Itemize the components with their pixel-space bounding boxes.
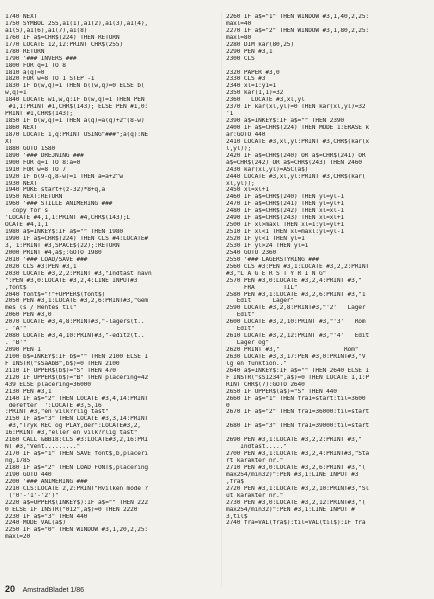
code-line: 1980 a$=INKEY$:IF a$="" THEN 1980 <box>5 229 123 236</box>
code-line: ":PEN #3,0:LOCATE #3,2,4:LINE INPUT#3 <box>5 277 138 284</box>
code-line: 2140 IF a$="2" THEN LOCATE #3,4,14:PRINT <box>5 395 149 402</box>
code-line: 1940 POKE start+(z-32)*8+q,a <box>5 187 106 194</box>
code-line: ,fra$ <box>226 478 244 485</box>
code-line: 1840 LOCATE w1,w,q:IF b(w,q)=1 THEN PEN <box>5 97 145 104</box>
code-line: Edit Lager" <box>226 298 294 305</box>
code-line <box>226 430 430 437</box>
code-line: 2500 IF xl>maxl THEN xl=1:yl=yl+1 <box>226 222 344 229</box>
code-line: l,yl)); <box>226 145 252 152</box>
code-line: lg en funktion.." <box>226 360 287 367</box>
code-line: PRINT #1,CHR$(143); <box>5 111 73 118</box>
code-line: rt karakter nr." <box>226 458 284 464</box>
code-line: 2000 PRINT #4,a$;:GOTO 1980 <box>5 249 102 256</box>
code-line: 2700 PEN #3,1:LOCATE #3,2,4:PRINT#3,"Sta <box>226 451 370 458</box>
code-line: NT #3,"Vent........." <box>5 444 81 451</box>
code-line: 1890 '### DREJNING ### <box>5 152 84 159</box>
code-line: 2020 CLS #3:PEN #3,1 <box>5 263 77 270</box>
code-line: 2570 PEN #3,0:LOCATE #3,2,4:PRINT #3," <box>226 277 362 284</box>
code-line: 1800 FOR q=1 TO 8 <box>5 62 66 69</box>
code-line: 2350 kar(1,1)=32 <box>226 90 284 97</box>
code-line: 3, 1:PRINT #3,SPACE$(22);:RETURN <box>5 242 120 249</box>
code-line: 1760 IF a$=CHR$(224) THEN RETURN <box>5 34 120 41</box>
code-line: derefter ':LOCATE #3,5,16 <box>5 402 102 409</box>
code-line: 2430 kar(xl,yl)=ASC(a$) <box>226 166 309 173</box>
page-footer <box>5 584 84 594</box>
code-line: 2300 CLS <box>226 55 255 62</box>
code-line: ar:GOTO 440 <box>226 131 266 138</box>
code-line: ut karakter nr." <box>226 492 284 499</box>
code-line: 1740 NEXT <box>5 14 38 20</box>
code-line: 2680 IF a$="3" THEN fra1=39000:til=start <box>226 423 370 430</box>
code-line: max254/min32)":PEN #3,1:LINE INPUT #3 <box>226 471 359 478</box>
code-line: xl,yl)); <box>226 180 255 187</box>
column-gutter <box>221 12 222 587</box>
code-line: 2410 LOCATE #3,xl,yl:PRINT #3,CHR$(kar(x <box>226 138 370 145</box>
code-line: 3,til$ <box>226 513 248 520</box>
code-line: . 'A'" <box>5 326 27 333</box>
code-line: 2200 '### ANIMERING ### <box>5 478 88 485</box>
code-line: 2050 PEN #3,1:LOCATE #3,2,6:PRINT#3,"Gem <box>5 298 149 305</box>
code-line: maxl=80 <box>226 34 252 41</box>
code-line: 2550 '### LAGERSTYRING ### <box>226 256 319 263</box>
code-line: 0 ELSE IF INSTR("012",a$)=0 THEN 2220 <box>5 506 138 513</box>
code-line: copy for s <box>5 208 48 215</box>
code-line: 2060 PEN #3,0 <box>5 312 52 319</box>
listing-column-right <box>226 14 430 527</box>
code-line: 16:PRINT #3,"eller en vilk?rlig tast" <box>5 430 138 437</box>
code-line: 2340 xl=1:y1=1 <box>226 83 277 90</box>
code-line: 2170 IF a$="1" THEN SAVE font$,b,placeri <box>5 451 149 458</box>
code-line: 2630 LOCATE #3,3,17:PEN #3,0:PRINT#3,"V <box>226 353 366 360</box>
code-line: F INSTR("sS1234",a$)=0 THEN LOCATE 1,1:P <box>226 374 370 381</box>
code-line: #3,"L A G E R S T Y R I N G" <box>226 270 327 277</box>
code-line: 1920 IF b(9-q,8-w)=1 THEN a=a+2^w <box>5 173 123 180</box>
code-line: 1880 GOTO 1580 <box>5 145 56 152</box>
code-line: #3,"Tryk REC og PLAY,der":LOCATE#3,2, <box>5 423 141 430</box>
code-line: 0 <box>226 402 230 409</box>
code-line: 2730 PEN #3,0:LOCATE #3,2,12:PRINT#3,"( <box>226 499 366 506</box>
code-line: 1850 IF b(w,q)=1 THEN a(q)=a(q)+2^(8-w) <box>5 118 145 125</box>
code-line: Lager og" <box>226 340 269 347</box>
code-line: 2210 CLS:LOCATE 2,2:PRINT"Hvilken mode ? <box>5 485 149 492</box>
code-line: 2580 PEN #3,1:LOCATE #3,2,6:PRINT #3,"1 <box>226 291 366 298</box>
code-line: 1870 LOCATE 1,q:PRINT USING"###";a(q):NE <box>5 131 149 138</box>
code-line: 2260 IF a$="1" THEN WINDOW #3,1,40,2,25: <box>226 14 370 20</box>
code-line: 2270 IF a$="2" THEN WINDOW #3,1,80,2,25: <box>226 27 370 34</box>
code-line: 'LOCATE #4,1,1:PRINT #4,CHR$(143);L <box>5 215 131 222</box>
code-line: 2130 PEN #3,1 <box>5 388 52 395</box>
code-line: 1750 SYMBOL 255,a1(1),a1(2),a1(3),a1(4), <box>5 20 149 27</box>
code-line: 2240 MODE VAL(a$) <box>5 520 66 527</box>
code-line: 2290 PEN #3,1 <box>226 48 273 55</box>
code-line: 2220 a$=UPPER$(INKEY$):IF a$="" THEN 222 <box>5 499 149 506</box>
code-line: 2190 GOTO 440 <box>5 471 52 478</box>
code-line: 1860 NEXT <box>5 125 38 131</box>
page-number: 20 <box>5 584 16 594</box>
code-line: 2100 b$=INKEY$:IF b$="" THEN 2100 ELSE I <box>5 353 149 360</box>
code-line: 1780 RETURN <box>5 48 45 55</box>
code-line: 2160 CALL &BB18:CLS #3:LOCATE#3,2,16:PRI <box>5 437 149 444</box>
code-line: 2110 IF UPPER$(b$)="S" THEN 470 <box>5 367 116 374</box>
code-line: #1,1:PRINT #1,CHR$(143); ELSE PEN #1,0: <box>5 104 149 111</box>
code-line: 439 ELSE placering=36000 <box>5 381 91 388</box>
code-line <box>226 416 430 423</box>
code-line: 2070 LOCATE #3,4,8:PRINT#3,"-lagers(t.. <box>5 319 145 326</box>
code-line: 2710 PEN #3,0:LOCATE #3,2,6:PRINT #3,"( <box>226 464 366 471</box>
code-line: max254/min32)":PEN #3,1:LINE INPUT # <box>226 506 355 513</box>
code-line: 2510 IF xl<1 THEN xl=maxl:yl=yl-1 <box>226 229 344 236</box>
code-line: 2320 PAPER #3,0 <box>226 69 280 76</box>
code-line: a1(5),a1(6),a1(7),a1(8) <box>5 27 88 34</box>
code-line: '1 <box>226 111 234 118</box>
code-line: 2530 IF yl>24 THEN yl=1 <box>226 242 309 249</box>
code-line: XT <box>5 138 13 145</box>
listing-column-left <box>5 14 219 541</box>
code-line: 2590 LOCATE #3,2,8:PRINT#3,"'2' Lager <box>226 305 366 312</box>
code-line: 2460 IF a$=CHR$(240) THEN yl=yl-1 <box>226 194 344 201</box>
code-line: FRA TIL" <box>226 284 298 291</box>
code-line: 2120 IF UPPER$(b$)="B" THEN placering=42 <box>5 374 149 381</box>
code-line: ng,1785 <box>5 458 31 464</box>
code-line: 2520 IF yl<1 THEN yl=1 <box>226 236 305 242</box>
code-line: . 'B'" <box>5 340 27 347</box>
code-line: 2670 IF a$="2" THEN fra1=36000:til=start <box>226 409 370 416</box>
code-line: 2390 a$=INKEY$:IF a$="" THEN 2390 <box>226 118 344 125</box>
code-line: 2650 IF UPPER$(a$)="S" THEN 440 <box>226 388 337 395</box>
code-line: 2360 LOCATE #3,xl,yl <box>226 97 305 104</box>
code-line: ('0'-'1'-'2')" <box>5 492 59 499</box>
code-line: 1930 NEXT <box>5 180 38 187</box>
code-line: 2470 IF a$=CHR$(241) THEN yl=yl+1 <box>226 201 344 208</box>
code-line: :PRINT #3,"en vilk?rlig tast" <box>5 409 109 416</box>
code-line: 2370 IF kar(xl,yl)=0 THEN kar(xl,yl)=32 <box>226 104 366 111</box>
code-line: 2620 PRINT #3," Rom" <box>226 347 359 353</box>
code-line: 1950 NEXT:RETURN <box>5 194 63 201</box>
code-line <box>226 63 430 70</box>
code-line: 2560 CLS #3:PEN #3,1:LOCATE #3,2,2:PRINT <box>226 263 370 270</box>
code-line: F INSTR("sSaAbB",b$)=0 THEN 2100 <box>5 360 120 367</box>
code-line: 2600 LOCATE #3,2,10:PRINT #3,"'3' Rom <box>226 319 366 326</box>
code-line: 2250 IF a$="0" THEN WINDOW #3,1,20,2,25: <box>5 527 149 534</box>
code-line: maxl=40 <box>226 20 252 27</box>
code-line: a$=CHR$(242) OR a$=CHR$(243) THEN 2460 <box>226 159 362 166</box>
code-line: 2280 DIM kar(80,25) <box>226 41 294 48</box>
code-line: OCATE #4,1,1 <box>5 222 48 229</box>
code-line: 2740 fra=VAL(fra$):til=VAL(til$):IF fra <box>226 520 366 527</box>
code-line: 1810 a(q)=0 <box>5 69 45 76</box>
code-line: 2490 IF a$=CHR$(243) THEN xl=xl+1 <box>226 215 344 222</box>
code-line: ,font$ <box>5 284 27 291</box>
publication-name: AmstradBladet 1/86 <box>22 587 85 594</box>
code-line: 2690 PEN #3,1:LOCATE #3,2,2:PRINT #3," <box>226 437 362 444</box>
code-line: 2640 a$=INKEY$:IF a$="" THEN 2640 ELSE I <box>226 367 370 374</box>
code-line: Indtast....." <box>226 444 287 451</box>
code-line: 2230 IF a$="3" THEN 440 <box>5 513 88 520</box>
code-line: 2540 GOTO 2360 <box>226 249 277 256</box>
code-line: 2400 IF a$=CHR$(224) THEN MODE 1:ERASE k <box>226 125 370 131</box>
code-line: 2150 IF a$="3" THEN LOCATE #3,3,14:PRINT <box>5 416 149 423</box>
code-line: 1900 FOR q=1 TO 8:a=0 <box>5 159 81 166</box>
code-line: Edit" <box>226 312 255 319</box>
code-line: 2080 LOCATE #3,4,10:PRINT#3,"-editz(t.. <box>5 333 145 340</box>
code-line: 1790 '### INVERS ### <box>5 55 77 62</box>
code-line: Edit" <box>226 326 255 333</box>
code-line: 1830 IF b(w,q)=1 THEN b((w,q)=0 ELSE b( <box>5 83 145 90</box>
code-line: 2440 LOCATE #3,xl,yl:PRINT #3,CHR$(kar( <box>226 173 366 180</box>
code-line: 2420 IF a$=CHR$(240) OR a$=CHR$(241) OR <box>226 152 366 159</box>
code-line: 1910 FOR w=8 TO 7 <box>5 166 66 173</box>
code-line: RINT CHR$(7):GOTO 2640 <box>226 381 305 388</box>
code-line: 2180 IF a$="2" THEN LOAD FONT$,placering <box>5 464 149 471</box>
code-line: 2610 LOCATE #3,2,12:PRINT #3,"'4' Edit <box>226 333 370 340</box>
code-line: 2450 xl=xl+1 <box>226 187 269 194</box>
code-line: w,q)=1 <box>5 90 27 97</box>
code-line: 2330 CLS #3 <box>226 76 266 83</box>
code-line: mes (s / Hentes til" <box>5 305 77 312</box>
code-line: 2660 IF a$="1" THEN fra1=start:til=3600 <box>226 395 366 402</box>
code-line: 1770 LOCATE 12,12:PRINT CHR$(255) <box>5 41 123 48</box>
code-line: 2720 PEN #3,1:LOCATE #3,2,10:PRINT#3,"Sl <box>226 485 370 492</box>
code-line: 2040 font$="!"+UPPER$(font$) <box>5 291 106 298</box>
code-line: 1820 FOR w=8 TO 1 STEP -1 <box>5 76 95 83</box>
code-line: 1960 '### STILLE ANIMERING ### <box>5 201 113 208</box>
code-line: 1990 IF a$=CHR$(224) THEN CLS #4:LOCATE# <box>5 236 149 242</box>
code-line: 2480 IF a$=CHR$(242) THEN xl=xl-1 <box>226 208 344 215</box>
code-line: maxl=20 <box>5 534 31 541</box>
code-line: 2090 PEN 1 <box>5 347 41 353</box>
code-line: 2010 '### LOAD/SAVE ### <box>5 256 88 263</box>
code-line: 2030 LOCATE #3,2,2:PRINT #3,"Indtast navn <box>5 270 152 277</box>
